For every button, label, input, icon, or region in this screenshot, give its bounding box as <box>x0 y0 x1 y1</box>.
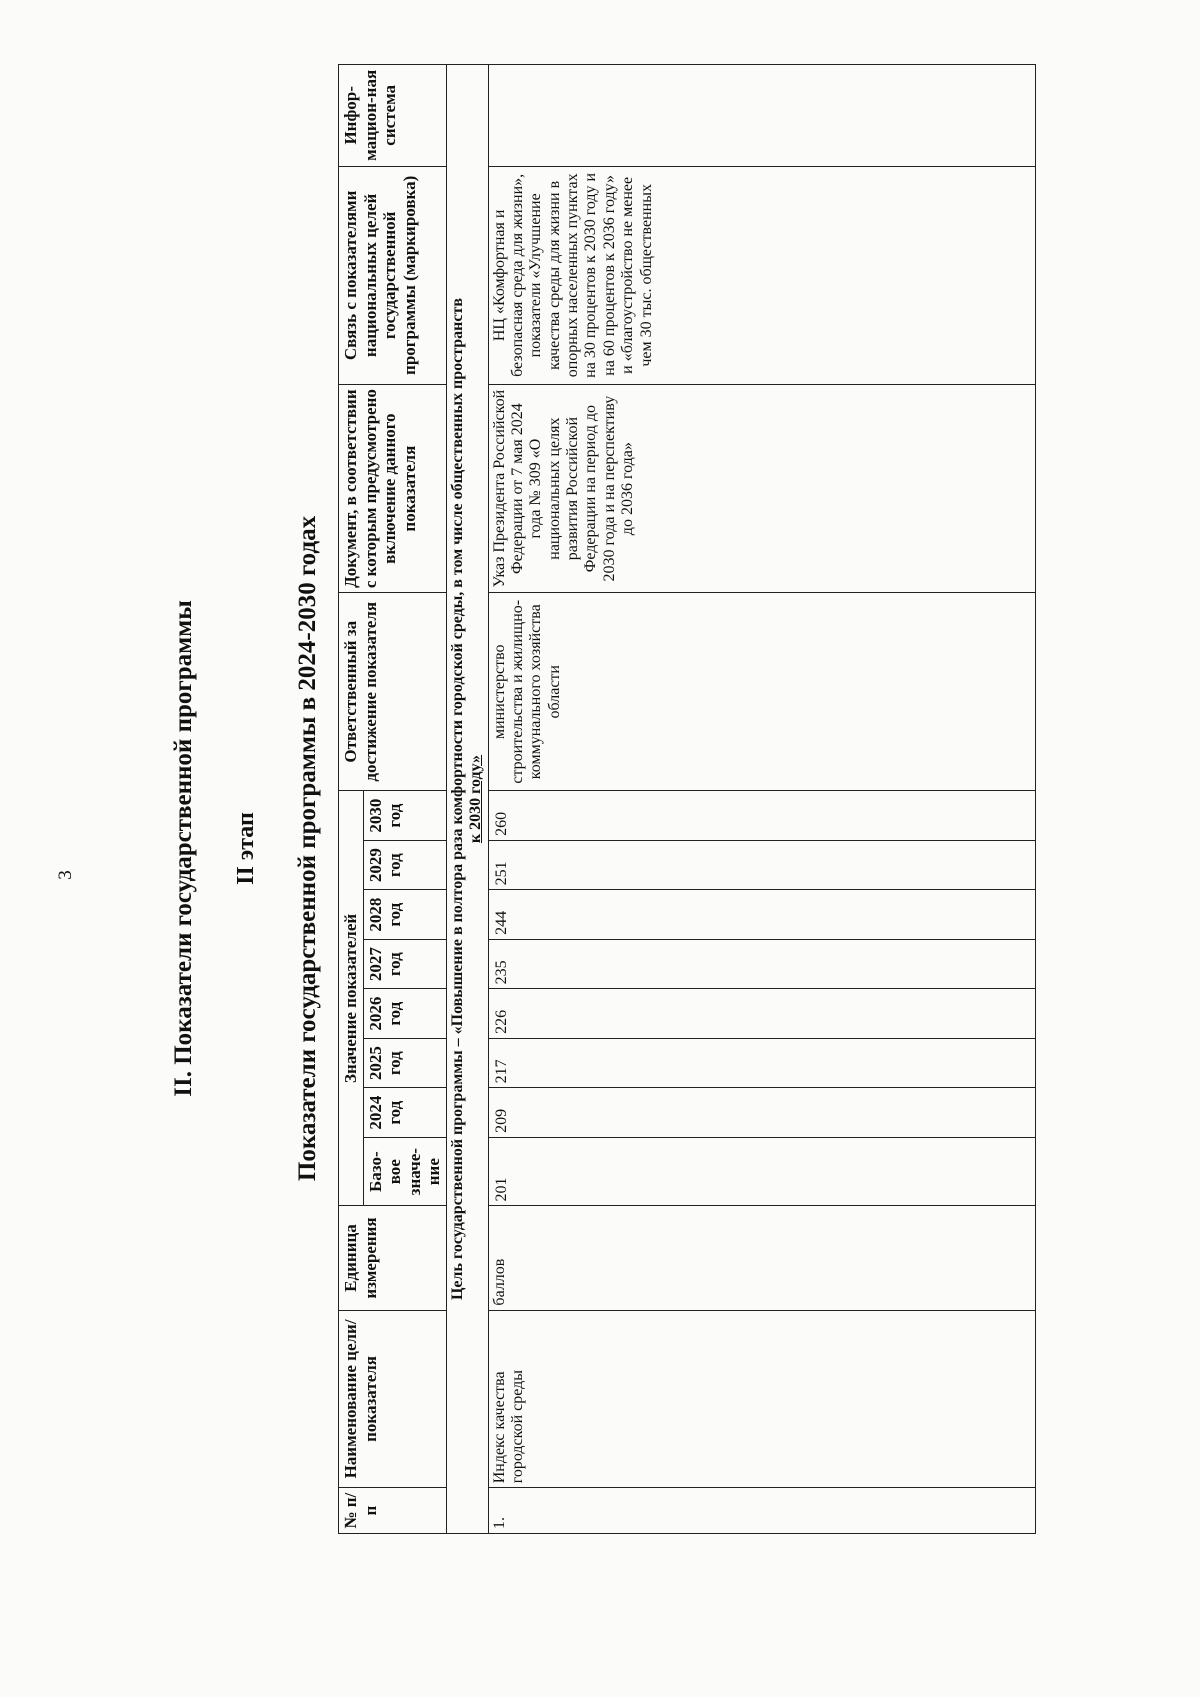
section-title: II. Показатели государственной программы <box>170 600 197 1097</box>
cell-year-value: 244 <box>488 890 1035 940</box>
indicators-table <box>338 64 1036 1534</box>
table-row <box>488 65 1035 1534</box>
cell-year-value: 260 <box>488 791 1035 841</box>
header-year: 2027 год <box>363 939 446 989</box>
cell-year-value: 209 <box>488 1088 1035 1138</box>
goal-row <box>446 65 488 1534</box>
cell-responsible: министерство строительства и жилищно-коммунального хозяйства области <box>488 593 1035 791</box>
header-values-group: Значение показателей <box>339 791 364 1206</box>
cell-document: Указ Президента Российской Федерации от 7 мая 2024 года № 309 «О национальных целях развития Российской Федерации на период до 2030 года и на перспективу до 2036 года» <box>488 385 1035 593</box>
header-responsible: Ответственный за достижение показателя <box>339 593 447 791</box>
header-num: № п/п <box>339 1488 447 1534</box>
cell-link: НЦ «Комфортная и безопасная среда для жизни», показатели «Улучшение качества среды для жизни в опорных населенных пунктах на 30 процентов к 2030 году и на 60 процентов к 2036 году» и «благоустройство не менее чем 30 тыс. общественных <box>488 166 1035 384</box>
header-document: Документ, в соответствии с которым предусмотрено включение данного показателя <box>339 385 447 593</box>
header-year: 2029 год <box>363 840 446 890</box>
cell-base: 201 <box>488 1137 1035 1206</box>
header-year: 2025 год <box>363 1038 446 1088</box>
header-link: Связь с показателями национальных целей государственной программы (маркировка) <box>339 166 447 384</box>
cell-year-value: 251 <box>488 840 1035 890</box>
header-year: 2028 год <box>363 890 446 940</box>
cell-unit: баллов <box>488 1206 1035 1310</box>
header-year: 2026 год <box>363 989 446 1039</box>
cell-name: Индекс качества городской среды <box>488 1310 1035 1488</box>
goal-line-1: Цель государственной программы – «Повышение в полтора раза комфортности городской среды, в том числе общественных пространств <box>448 297 466 1301</box>
header-unit: Единица измерения <box>339 1206 447 1310</box>
cell-year-value: 235 <box>488 939 1035 989</box>
table-title: Показатели государственной программы в 2024-2030 годах <box>294 515 321 1182</box>
header-info-system: Инфор-мацион-ная система <box>339 65 447 167</box>
header-base: Базо-вое значе-ние <box>363 1137 446 1206</box>
stage-title: II этап <box>233 812 259 885</box>
header-year: 2030 год <box>363 791 446 841</box>
cell-num: 1. <box>488 1488 1035 1534</box>
page-number: 3 <box>55 870 76 880</box>
cell-year-value: 217 <box>488 1038 1035 1088</box>
goal-line-2: к 2030 году» <box>467 754 485 844</box>
header-name: Наименование цели/показателя <box>339 1310 447 1488</box>
header-year: 2024 год <box>363 1088 446 1138</box>
cell-year-value: 226 <box>488 989 1035 1039</box>
cell-info-system <box>488 65 1035 167</box>
